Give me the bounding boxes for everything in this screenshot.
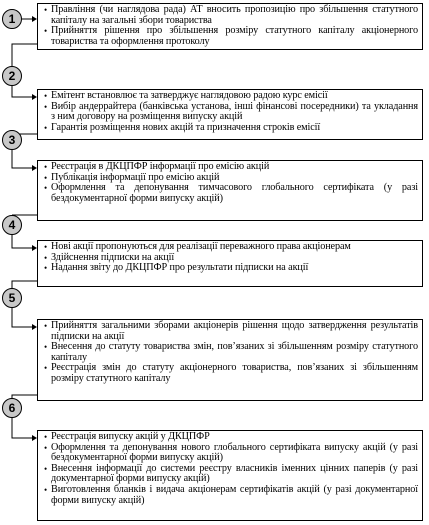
- bullet-icon: •: [44, 463, 48, 474]
- step-item: [44, 102, 418, 123]
- step-item: [44, 263, 418, 274]
- bullet-icon: •: [44, 263, 48, 274]
- step-item: [44, 5, 418, 26]
- bullet-icon: •: [44, 484, 48, 495]
- step-item: [44, 363, 418, 384]
- connector-line: [12, 86, 33, 97]
- bullet-icon: •: [44, 122, 48, 133]
- step-item: [44, 464, 418, 485]
- bullet-icon: •: [44, 321, 48, 331]
- bullet-icon: •: [44, 26, 48, 37]
- step-item-text: Оформлення та депонування нового глобального сертифіката випуску акцій (у разі бездокументарної форми випуску акцій): [51, 441, 418, 464]
- step-item: [44, 183, 418, 204]
- step-item: [44, 321, 418, 342]
- step-item-text: Здійснення підписки на акції: [51, 251, 175, 263]
- bullet-icon: •: [44, 432, 48, 442]
- step-item-text: Прийняття рішення про збільшення розміру статутного капіталу акціонерного товариства та оформлення протоколу: [51, 25, 418, 47]
- step-number-circle-6: 6: [2, 398, 22, 418]
- bullet-icon: •: [44, 252, 48, 263]
- step-item-text: Реєстрація в ДКЦПФР інформації про емісію акцій: [51, 161, 270, 172]
- step-item-text: Оформлення та депонування тимчасового глобального сертифіката (у разі бездокументарної форми випуску акцій): [51, 182, 418, 204]
- step-number-circle-4: 4: [2, 215, 22, 235]
- step-item-text: Публікація інформації про емісію акцій: [51, 171, 220, 183]
- step-item-text: Внесення інформації до системи реєстру власників іменних цінних паперів (у разі документарної форми випуску акцій): [51, 462, 418, 485]
- step-number-circle-3: 3: [2, 130, 22, 150]
- connector-line: [12, 44, 37, 66]
- connector-line: [12, 281, 37, 288]
- step-item: [44, 443, 418, 464]
- bullet-icon: •: [44, 162, 48, 172]
- bullet-icon: •: [44, 5, 48, 15]
- connector-line: [12, 395, 37, 398]
- step-box-3: [37, 160, 423, 221]
- step-number-circle-2: 2: [2, 66, 22, 86]
- step-item-text: Реєстрація змін до статуту акціонерного товариства, пов’язаних зі збільшенням розміру статутного капіталу: [51, 362, 418, 384]
- connector-line: [12, 308, 33, 327]
- step-item-text: Надання звіту до ДКЦПФР про результати підписки на акції: [51, 262, 309, 274]
- step-number-circle-5: 5: [2, 288, 22, 308]
- step-item: [44, 26, 418, 47]
- step-item-text: Внесення до статуту товариства змін, пов’язаних зі збільшенням розміру статутного капіталу: [51, 341, 418, 363]
- step-number-circle-1: 1: [2, 9, 22, 29]
- bullet-icon: •: [44, 242, 48, 252]
- step-box-1: [37, 3, 423, 50]
- step-item-text: Прийняття загальними зборами акціонерів рішення щодо затвердження результатів підписки на акції: [51, 320, 418, 342]
- step-box-6: [37, 430, 423, 521]
- connector-line: [12, 150, 33, 168]
- step-item-text: Нові акції пропонуються для реалізації переважного права акціонерам: [51, 241, 351, 252]
- bullet-icon: •: [44, 442, 48, 453]
- bullet-icon: •: [44, 363, 48, 374]
- step-item: [44, 342, 418, 363]
- step-item-text: Виготовлення бланків і видача акціонерам сертифікатів акцій (у разі документарної форми випуску акцій): [51, 483, 418, 506]
- connector-line: [12, 235, 33, 248]
- step-box-4: [37, 240, 423, 287]
- step-item: [44, 123, 418, 134]
- bullet-icon: •: [44, 342, 48, 353]
- step-item: [44, 485, 418, 506]
- step-item-text: Гарантія розміщення нових акцій та призначення строків емісії: [51, 121, 321, 133]
- bullet-icon: •: [44, 172, 48, 183]
- bullet-icon: •: [44, 101, 48, 112]
- step-item-text: Правління (чи наглядова рада) АТ вносить пропозицію про збільшення статутного капіталу на загальні збори товариства: [51, 4, 418, 26]
- bullet-icon: •: [44, 91, 48, 101]
- connector-line: [12, 418, 33, 438]
- step-box-2: [37, 89, 423, 140]
- bullet-icon: •: [44, 183, 48, 194]
- step-item-text: Реєстрація випуску акцій у ДКЦПФР: [51, 431, 210, 442]
- step-item-text: Емітент встановлює та затверджує наглядовою радою курс емісії: [51, 90, 328, 101]
- step-item-text: Вибір андеррайтера (банківська установа, інші фінансові посередники) та укладання з ним договору на розміщення випуску акцій: [51, 100, 418, 123]
- step-box-5: [37, 319, 423, 401]
